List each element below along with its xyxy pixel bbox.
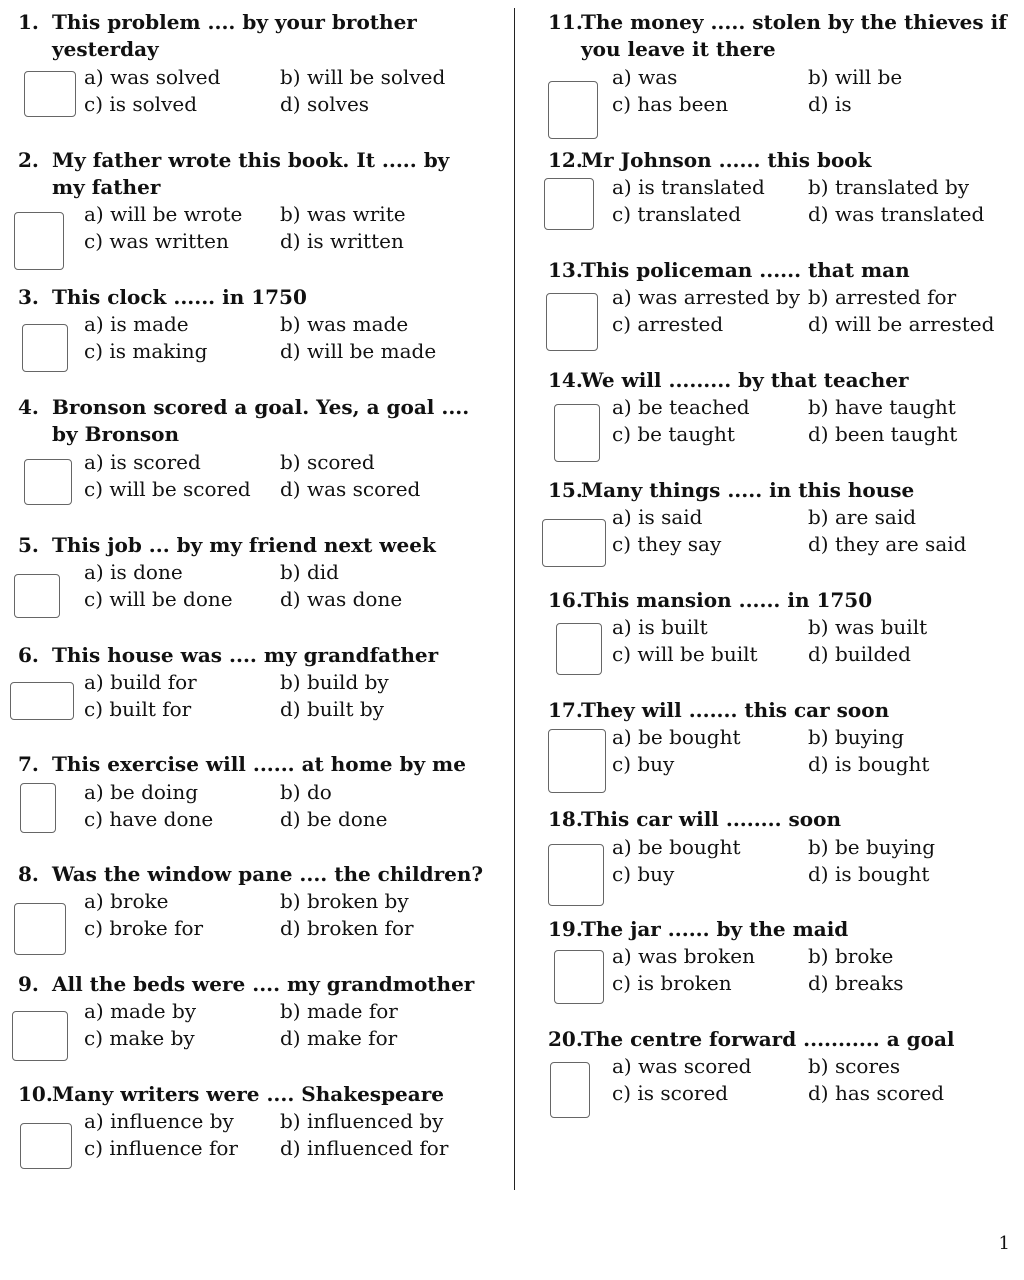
option-b[interactable]: b) are said	[808, 505, 917, 529]
option-c[interactable]: c) influence for	[84, 1136, 238, 1160]
option-c[interactable]: c) be taught	[612, 422, 735, 446]
question-stem: 1. This problem .... by your brother yesterday	[18, 10, 417, 61]
question-stem: 2. My father wrote this book. It ..... by my father	[18, 148, 450, 199]
option-b[interactable]: b) was built	[808, 615, 928, 639]
option-d[interactable]: d) influenced for	[280, 1136, 449, 1160]
option-d[interactable]: d) make for	[280, 1026, 398, 1050]
option-d[interactable]: d) is bought	[808, 752, 930, 776]
answer-box[interactable]	[554, 404, 600, 462]
option-d[interactable]: d) was scored	[280, 477, 421, 501]
answer-box[interactable]	[22, 324, 68, 372]
option-a[interactable]: a) build for	[84, 670, 197, 694]
option-c[interactable]: c) they say	[612, 532, 722, 556]
option-a[interactable]: a) was	[612, 65, 678, 89]
option-a[interactable]: a) was solved	[84, 65, 221, 89]
answer-box[interactable]	[24, 459, 72, 505]
option-b[interactable]: b) broken by	[280, 889, 409, 913]
option-d[interactable]: d) been taught	[808, 422, 958, 446]
option-c[interactable]: c) buy	[612, 752, 675, 776]
option-b[interactable]: b) have taught	[808, 395, 956, 419]
option-c[interactable]: c) broke for	[84, 916, 204, 940]
question-stem: 15.Many things ..... in this house	[548, 478, 915, 502]
answer-box[interactable]	[556, 623, 602, 675]
answer-box[interactable]	[548, 844, 604, 906]
option-c[interactable]: c) make by	[84, 1026, 195, 1050]
page-number: 1	[998, 1233, 1010, 1254]
answer-box[interactable]	[542, 519, 606, 567]
answer-box[interactable]	[546, 293, 598, 351]
option-c[interactable]: c) arrested	[612, 312, 724, 336]
question-stem: 17.They will ....... this car soon	[548, 698, 890, 722]
question-stem: 5. This job ... by my friend next week	[18, 533, 436, 557]
option-c[interactable]: c) buy	[612, 862, 675, 886]
answer-box[interactable]	[20, 1123, 72, 1169]
option-a[interactable]: a) is said	[612, 505, 703, 529]
answer-box[interactable]	[14, 903, 66, 955]
answer-box[interactable]	[544, 178, 594, 230]
option-b[interactable]: b) was write	[280, 202, 406, 226]
answer-box[interactable]	[14, 574, 60, 618]
option-b[interactable]: b) broke	[808, 944, 894, 968]
option-a[interactable]: a) be teached	[612, 395, 750, 419]
option-b[interactable]: b) build by	[280, 670, 389, 694]
option-b[interactable]: b) arrested for	[808, 285, 957, 309]
option-d[interactable]: d) will be arrested	[808, 312, 995, 336]
option-c[interactable]: c) built for	[84, 697, 192, 721]
option-d[interactable]: d) will be made	[280, 339, 437, 363]
option-a[interactable]: a) is done	[84, 560, 183, 584]
option-d[interactable]: d) is	[808, 92, 852, 116]
question-stem: 9. All the beds were .... my grandmother	[18, 972, 475, 996]
option-d[interactable]: d) was done	[280, 587, 403, 611]
option-b[interactable]: b) will be	[808, 65, 903, 89]
option-d[interactable]: d) they are said	[808, 532, 967, 556]
option-c[interactable]: c) has been	[612, 92, 729, 116]
option-c[interactable]: c) have done	[84, 807, 214, 831]
option-d[interactable]: d) is bought	[808, 862, 930, 886]
question-stem: 14.We will ......... by that teacher	[548, 368, 909, 392]
answer-box[interactable]	[550, 1062, 590, 1118]
option-b[interactable]: b) scored	[280, 450, 375, 474]
option-c[interactable]: c) is solved	[84, 92, 198, 116]
answer-box[interactable]	[20, 783, 56, 833]
option-b[interactable]: b) be buying	[808, 835, 936, 859]
option-a[interactable]: a) will be wrote	[84, 202, 243, 226]
option-a[interactable]: a) was scored	[612, 1054, 752, 1078]
option-d[interactable]: d) solves	[280, 92, 370, 116]
option-d[interactable]: d) builded	[808, 642, 911, 666]
question-stem: 8. Was the window pane .... the children?	[18, 862, 484, 886]
question-stem: 12.Mr Johnson ...... this book	[548, 148, 872, 172]
question-stem: 7. This exercise will ...... at home by me	[18, 752, 466, 776]
option-a[interactable]: a) is built	[612, 615, 708, 639]
answer-box[interactable]	[554, 950, 604, 1004]
question-stem: 4. Bronson scored a goal. Yes, a goal .... by Bronson	[18, 395, 470, 446]
question-stem: 16.This mansion ...... in 1750	[548, 588, 873, 612]
option-b[interactable]: b) influenced by	[280, 1109, 444, 1133]
answer-box[interactable]	[24, 71, 76, 117]
option-b[interactable]: b) do	[280, 780, 332, 804]
answer-box[interactable]	[14, 212, 64, 270]
answer-box[interactable]	[12, 1011, 68, 1061]
question-stem: 10.Many writers were .... Shakespeare	[18, 1082, 444, 1106]
option-a[interactable]: a) broke	[84, 889, 169, 913]
question-stem: 20.The centre forward ........... a goal	[548, 1027, 955, 1051]
option-c[interactable]: c) will be done	[84, 587, 233, 611]
option-c[interactable]: c) translated	[612, 202, 742, 226]
option-b[interactable]: b) did	[280, 560, 339, 584]
option-a[interactable]: a) made by	[84, 999, 197, 1023]
option-c[interactable]: c) will be built	[612, 642, 758, 666]
option-d[interactable]: d) was translated	[808, 202, 985, 226]
option-b[interactable]: b) made for	[280, 999, 398, 1023]
option-b[interactable]: b) will be solved	[280, 65, 446, 89]
question-stem: 11.The money ..... stolen by the thieves if you leave it there	[548, 10, 1007, 61]
option-a[interactable]: a) was arrested by	[612, 285, 801, 309]
option-d[interactable]: d) is written	[280, 229, 404, 253]
question-stem: 3. This clock ...... in 1750	[18, 285, 307, 309]
option-b[interactable]: b) buying	[808, 725, 905, 749]
option-d[interactable]: d) built by	[280, 697, 384, 721]
option-a[interactable]: a) is scored	[84, 450, 201, 474]
answer-box[interactable]	[10, 682, 74, 720]
column-divider	[514, 8, 515, 1190]
option-c[interactable]: c) is scored	[612, 1081, 729, 1105]
question-stem: 18.This car will ........ soon	[548, 807, 841, 831]
option-a[interactable]: a) is translated	[612, 175, 765, 199]
option-d[interactable]: d) broken for	[280, 916, 414, 940]
option-c[interactable]: c) will be scored	[84, 477, 251, 501]
option-a[interactable]: a) was broken	[612, 944, 755, 968]
option-d[interactable]: d) be done	[280, 807, 388, 831]
option-c[interactable]: c) is broken	[612, 971, 732, 995]
answer-box[interactable]	[548, 81, 598, 139]
option-a[interactable]: a) be bought	[612, 725, 741, 749]
answer-box[interactable]	[548, 729, 606, 793]
option-d[interactable]: d) has scored	[808, 1081, 945, 1105]
option-b[interactable]: b) translated by	[808, 175, 970, 199]
option-c[interactable]: c) is making	[84, 339, 208, 363]
option-a[interactable]: a) is made	[84, 312, 189, 336]
option-a[interactable]: a) be doing	[84, 780, 199, 804]
option-a[interactable]: a) be bought	[612, 835, 741, 859]
question-stem: 19.The jar ...... by the maid	[548, 917, 849, 941]
question-stem: 6. This house was .... my grandfather	[18, 643, 439, 667]
option-c[interactable]: c) was written	[84, 229, 229, 253]
option-a[interactable]: a) influence by	[84, 1109, 234, 1133]
option-b[interactable]: b) scores	[808, 1054, 901, 1078]
question-stem: 13.This policeman ...... that man	[548, 258, 910, 282]
option-b[interactable]: b) was made	[280, 312, 409, 336]
option-d[interactable]: d) breaks	[808, 971, 904, 995]
